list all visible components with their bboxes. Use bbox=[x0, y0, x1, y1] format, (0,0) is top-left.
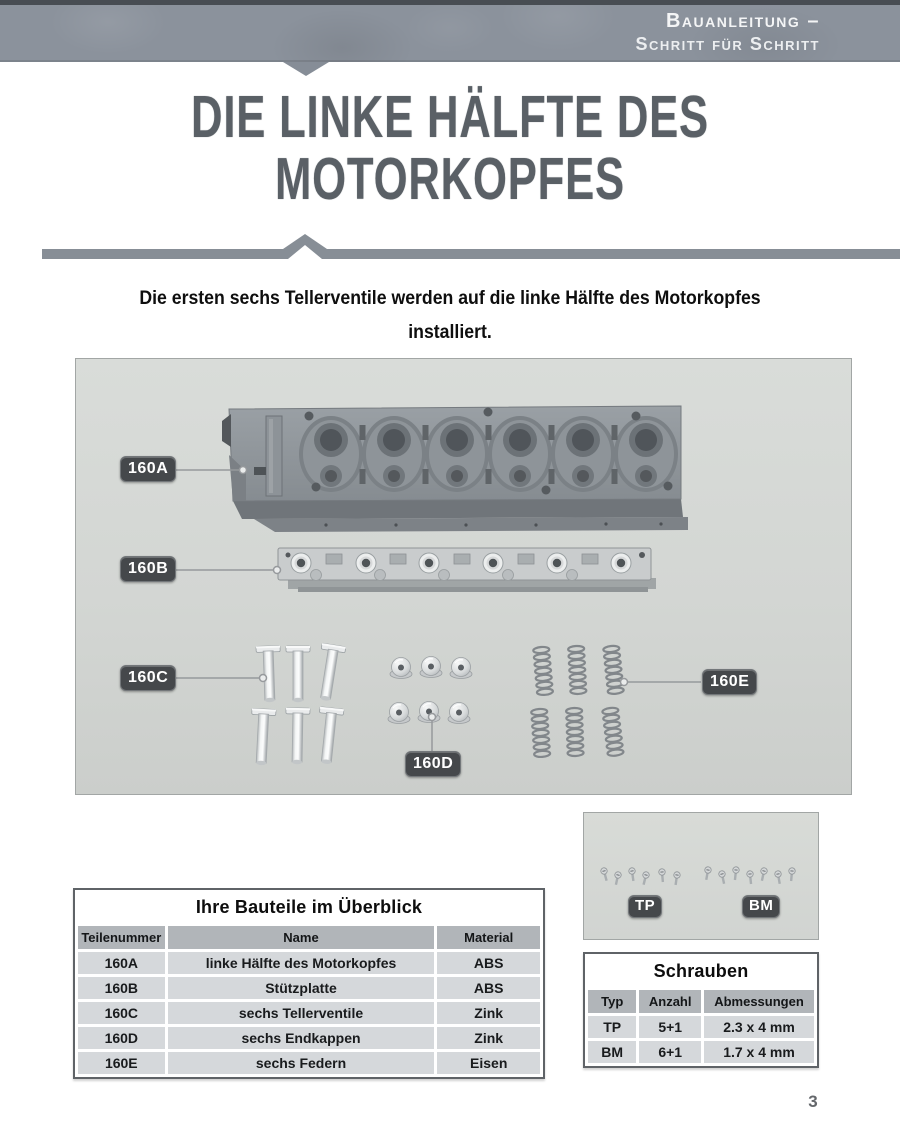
intro-line1: Die ersten sechs Tellerventile werden auf die linke Hälfte des Motorkopfes bbox=[139, 288, 761, 309]
engine-head-illustration bbox=[222, 406, 688, 532]
support-plate-illustration bbox=[278, 548, 656, 592]
screw-dimensions: 2.3 x 4 mm bbox=[704, 1016, 814, 1038]
part-name: sechs Tellerventile bbox=[168, 1002, 435, 1024]
part-number: 160E bbox=[78, 1052, 165, 1074]
table-row bbox=[78, 952, 540, 974]
page-number: 3 bbox=[808, 1092, 818, 1111]
page-title-line2: MOTORKOPFES bbox=[275, 145, 625, 212]
intro-line2: installiert. bbox=[408, 322, 492, 343]
screws-table bbox=[583, 952, 819, 1068]
part-label-160a: 160A bbox=[120, 456, 176, 482]
intro-text bbox=[32, 282, 869, 350]
screws-photo-panel bbox=[583, 812, 819, 940]
table-row bbox=[588, 1041, 814, 1063]
table-row bbox=[78, 1027, 540, 1049]
part-number: 160B bbox=[78, 977, 165, 999]
screws-table-col-anzahl: Anzahl bbox=[639, 990, 701, 1013]
screw-count: 6+1 bbox=[639, 1041, 701, 1063]
table-row bbox=[78, 1002, 540, 1024]
parts-table-col-material: Material bbox=[437, 926, 540, 949]
table-row bbox=[78, 977, 540, 999]
bm-screws bbox=[703, 866, 795, 884]
parts-overview-table bbox=[73, 888, 545, 1079]
screw-type: BM bbox=[588, 1041, 636, 1063]
screw-count: 5+1 bbox=[639, 1016, 701, 1038]
parts-table-col-teilenummer: Teilenummer bbox=[78, 926, 165, 949]
table-row bbox=[588, 1016, 814, 1038]
parts-diagram-panel bbox=[75, 358, 852, 795]
page-title bbox=[0, 83, 900, 212]
part-number: 160C bbox=[78, 1002, 165, 1024]
parts-table-title: Ihre Bauteile im Überblick bbox=[78, 893, 540, 923]
screws-table-col-typ: Typ bbox=[588, 990, 636, 1013]
tp-screws bbox=[600, 867, 681, 885]
header-kicker-line2: Schritt für Schritt bbox=[635, 34, 820, 54]
table-row bbox=[78, 1052, 540, 1074]
part-name: sechs Federn bbox=[168, 1052, 435, 1074]
divider-rule-chevron-icon bbox=[0, 230, 900, 262]
screw-dimensions: 1.7 x 4 mm bbox=[704, 1041, 814, 1063]
part-label-160d: 160D bbox=[405, 751, 461, 777]
parts-table-col-name: Name bbox=[168, 926, 435, 949]
part-name: Stützplatte bbox=[168, 977, 435, 999]
part-label-160e: 160E bbox=[702, 669, 757, 695]
screw-label-tp: TP bbox=[628, 895, 662, 918]
part-material: Zink bbox=[437, 1002, 540, 1024]
part-name: linke Hälfte des Motorkopfes bbox=[168, 952, 435, 974]
screws-table-col-abmessungen: Abmessungen bbox=[704, 990, 814, 1013]
springs-illustration bbox=[531, 645, 624, 757]
part-label-160b: 160B bbox=[120, 556, 176, 582]
screw-type: TP bbox=[588, 1016, 636, 1038]
screw-label-bm: BM bbox=[742, 895, 780, 918]
part-material: Eisen bbox=[437, 1052, 540, 1074]
part-material: Zink bbox=[437, 1027, 540, 1049]
part-name: sechs Endkappen bbox=[168, 1027, 435, 1049]
part-material: ABS bbox=[437, 952, 540, 974]
part-number: 160D bbox=[78, 1027, 165, 1049]
part-label-160c: 160C bbox=[120, 665, 176, 691]
parts-illustration bbox=[76, 359, 851, 794]
valves-illustration bbox=[249, 643, 346, 766]
page-title-line1: DIE LINKE HÄLFTE DES bbox=[191, 83, 709, 150]
screws-illustration bbox=[584, 813, 818, 939]
screws-table-title: Schrauben bbox=[588, 957, 814, 987]
header-kicker bbox=[635, 9, 820, 55]
part-material: ABS bbox=[437, 977, 540, 999]
header-chevron-down-icon bbox=[283, 62, 329, 76]
part-number: 160A bbox=[78, 952, 165, 974]
header-kicker-line1: Bauanleitung – bbox=[665, 10, 820, 32]
page-header-bar bbox=[0, 0, 900, 62]
